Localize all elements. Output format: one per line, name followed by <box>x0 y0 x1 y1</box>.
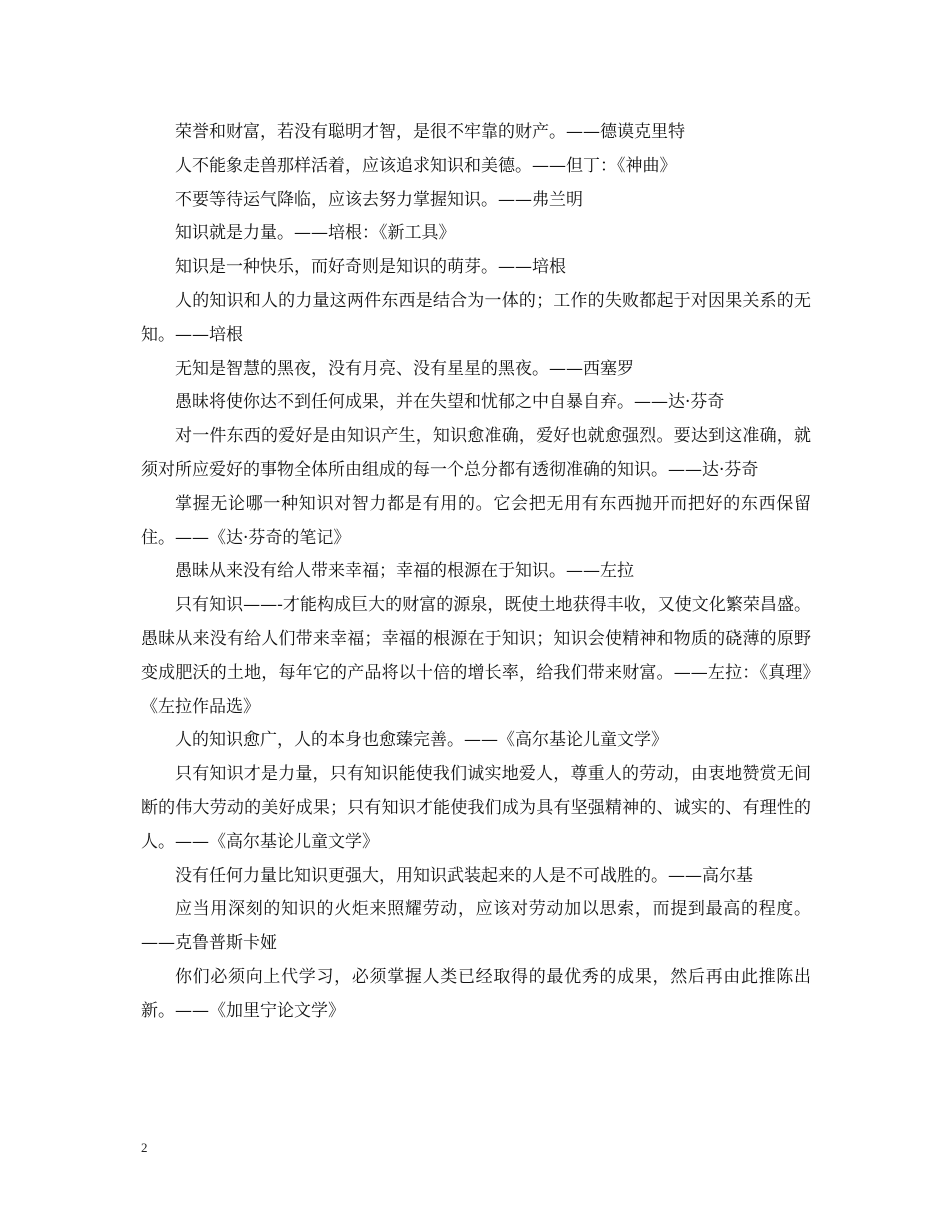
quote-paragraph: 人的知识和人的力量这两件东西是结合为一体的；工作的失败都起于对因果关系的无知。——培根 <box>141 290 811 345</box>
quote-paragraph: 愚昧从来没有给人带来幸福；幸福的根源在于知识。——左拉 <box>175 561 634 582</box>
quote-paragraph: 对一件东西的爱好是由知识产生，知识愈准确，爱好也就愈强烈。要达到这准确，就须对所应爱好的事物全体所由组成的每一个总分都有透彻准确的知识。——达·芬奇 <box>141 426 811 480</box>
quote-paragraph: 知识是一种快乐，而好奇则是知识的萌芽。——培根 <box>175 257 566 278</box>
quote-paragraph: 没有任何力量比知识更强大，用知识武装起来的人是不可战胜的。——高尔基 <box>175 865 753 886</box>
quote-paragraph: 愚昧将使你达不到任何成果，并在失望和忧郁之中自暴自弃。——达·芬奇 <box>175 392 725 413</box>
quote-paragraph: 应当用深刻的知识的火炬来照耀劳动，应该对劳动加以思索，而提到最高的程度。——克鲁普斯卡娅 <box>141 899 811 954</box>
quote-paragraph: 知识就是力量。——培根：《新工具》 <box>175 223 456 244</box>
quote-paragraph: 无知是智慧的黑夜，没有月亮、没有星星的黑夜。——西塞罗 <box>175 358 634 379</box>
quote-paragraph: 人不能象走兽那样活着，应该追求知识和美德。——但丁：《神曲》 <box>175 155 677 176</box>
quote-paragraph: 荣誉和财富，若没有聪明才智，是很不牢靠的财产。——德谟克里特 <box>175 122 685 142</box>
document-body <box>141 116 811 1029</box>
quote-paragraph: 人的知识愈广，人的本身也愈臻完善。——《高尔基论儿童文学》 <box>175 730 668 751</box>
quote-paragraph: 只有知识才是力量，只有知识能使我们诚实地爱人，尊重人的劳动，由衷地赞赏无间断的伟大劳动的美好成果；只有知识才能使我们成为具有坚强精神的、诚实的、有理性的人。——《高尔基论儿童文学》 <box>141 764 811 852</box>
quote-paragraph: 掌握无论哪一种知识对智力都是有用的。它会把无用有东西抛开而把好的东西保留住。——《达·芬奇的笔记》 <box>141 493 811 548</box>
quote-paragraph: 不要等待运气降临，应该去努力掌握知识。——弗兰明 <box>175 189 583 210</box>
quote-paragraph: 你们必须向上代学习，必须掌握人类已经取得的最优秀的成果，然后再由此推陈出新。——《加里宁论文学》 <box>141 966 811 1021</box>
page-number: 2 <box>141 1140 148 1155</box>
quote-paragraph: 只有知识——-才能构成巨大的财富的源泉，既使土地获得丰收，又使文化繁荣昌盛。愚昧从来没有给人们带来幸福；幸福的根源在于知识；知识会使精神和物质的硗薄的原野变成肥沃的土地，每年它的产品将以十倍的增长率，给我们带来财富。——左拉：《真理》《左拉作品选》 <box>141 595 811 717</box>
